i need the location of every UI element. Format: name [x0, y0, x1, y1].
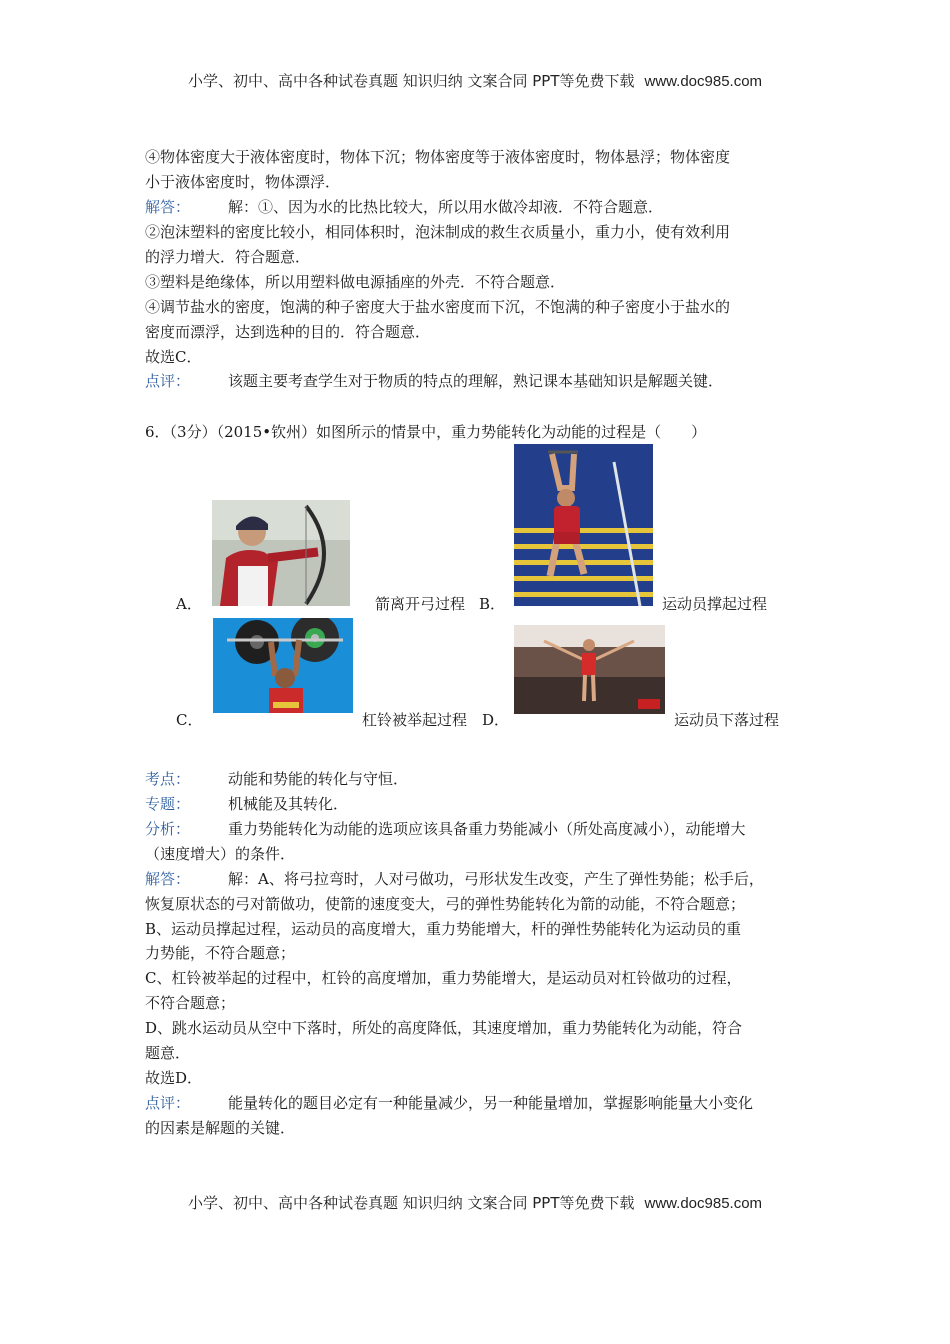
- page-footer: [0, 1192, 950, 1213]
- jieda-line7: D、跳水运动员从空中下落时，所处的高度降低，其速度增加，重力势能转化为动能，符合: [145, 1019, 743, 1037]
- option-c-text: 杠铃被举起过程: [362, 711, 468, 729]
- q5-answer-line6: 密度而漂浮，达到选种的目的．符合题意．: [145, 323, 431, 341]
- jieda-label: 解答：: [145, 870, 191, 888]
- header-site[interactable]: www.doc985.com: [644, 73, 763, 90]
- fenxi-row: [145, 819, 746, 839]
- weightlifting-photo: [213, 618, 353, 713]
- jieda-line3: B、运动员撑起过程，运动员的高度增大，重力势能增大，杆的弹性势能转化为运动员的重: [145, 920, 742, 938]
- footer-site[interactable]: www.doc985.com: [644, 1195, 763, 1212]
- q5-answer-line2: ②泡沫塑料的密度比较小，相同体积时，泡沫制成的救生衣质量小，重力小，使有效利用: [145, 223, 731, 241]
- zhuanti-label: 专题：: [145, 795, 191, 813]
- trampoline-photo: [514, 625, 665, 714]
- footer-text: 小学、初中、高中各种试卷真题 知识归纳 文案合同 PPT等免费下载: [187, 1194, 635, 1212]
- q5-answer-line3: 的浮力增大．符合题意．: [145, 248, 311, 266]
- fenxi-label: 分析：: [145, 820, 191, 838]
- fenxi-line1: 重力势能转化为动能的选项应该具备重力势能减小（所处高度减小），动能增大: [228, 820, 746, 838]
- jieda-line8: 题意．: [145, 1044, 191, 1062]
- q5-answer-line1: 解：①、因为水的比热比较大，所以用水做冷却液．不符合题意．: [228, 198, 664, 216]
- q5-line1: ④物体密度大于液体密度时，物体下沉；物体密度等于液体密度时，物体悬浮；物体密度: [145, 148, 731, 166]
- pingjia-line2: 的因素是解题的关键．: [145, 1119, 296, 1137]
- option-b-letter: B．: [479, 595, 506, 613]
- zhuanti-text: 机械能及其转化．: [228, 795, 349, 813]
- q5-answer-row: [145, 197, 663, 217]
- q5-comment-label: 点评：: [145, 372, 191, 390]
- pole-vault-photo: [514, 444, 653, 606]
- q5-comment-row: [145, 371, 723, 391]
- jieda-line6: 不符合题意；: [145, 994, 236, 1012]
- option-a-text: 箭离开弓过程: [375, 595, 466, 613]
- jieda-line1: 解：A、将弓拉弯时，人对弓做功，弓形状发生改变，产生了弹性势能；松手后，: [228, 870, 764, 888]
- option-c-letter: C．: [176, 711, 203, 729]
- q6-stem: 6．（3分）（2015•钦州）如图所示的情景中，重力势能转化为动能的过程是（ ）: [145, 423, 707, 441]
- zhuanti-row: [145, 794, 348, 814]
- q5-comment: 该题主要考查学生对于物质的特点的理解，熟记课本基础知识是解题关键．: [228, 372, 724, 390]
- kaodian-label: 考点：: [145, 770, 191, 788]
- q5-answer-line5: ④调节盐水的密度，饱满的种子密度大于盐水密度而下沉，不饱满的种子密度小于盐水的: [145, 298, 731, 316]
- fenxi-line2: （速度增大）的条件．: [145, 845, 296, 863]
- pingjia-line1: 能量转化的题目必定有一种能量减少，另一种能量增加，掌握影响能量大小变化: [228, 1094, 754, 1112]
- kaodian-row: [145, 769, 408, 789]
- jieda-row: [145, 869, 764, 889]
- pingjia-row: [145, 1093, 753, 1113]
- jieda-line2: 恢复原状态的弓对箭做功，使箭的速度变大，弓的弹性势能转化为箭的动能，不符合题意；: [145, 895, 746, 913]
- pingjia-label: 点评：: [145, 1094, 191, 1112]
- jieda-line5: C、杠铃被举起的过程中，杠铃的高度增加，重力势能增大，是运动员对杠铃做功的过程，: [145, 969, 742, 987]
- option-b-text: 运动员撑起过程: [662, 595, 768, 613]
- page-header: [0, 70, 950, 91]
- q5-answer-label: 解答：: [145, 198, 191, 216]
- header-text: 小学、初中、高中各种试卷真题 知识归纳 文案合同 PPT等免费下载: [187, 72, 635, 90]
- jieda-line9: 故选D．: [145, 1069, 203, 1087]
- option-a-letter: A．: [176, 595, 202, 613]
- q5-answer-line4: ③塑料是绝缘体，所以用塑料做电源插座的外壳．不符合题意．: [145, 273, 566, 291]
- q5-answer-line7: 故选C．: [145, 348, 202, 366]
- option-d-letter: D．: [482, 711, 510, 729]
- option-d-text: 运动员下落过程: [674, 711, 780, 729]
- archer-photo: [212, 500, 350, 606]
- jieda-line4: 力势能，不符合题意；: [145, 944, 296, 962]
- q5-line2: 小于液体密度时，物体漂浮．: [145, 173, 341, 191]
- kaodian-text: 动能和势能的转化与守恒．: [228, 770, 409, 788]
